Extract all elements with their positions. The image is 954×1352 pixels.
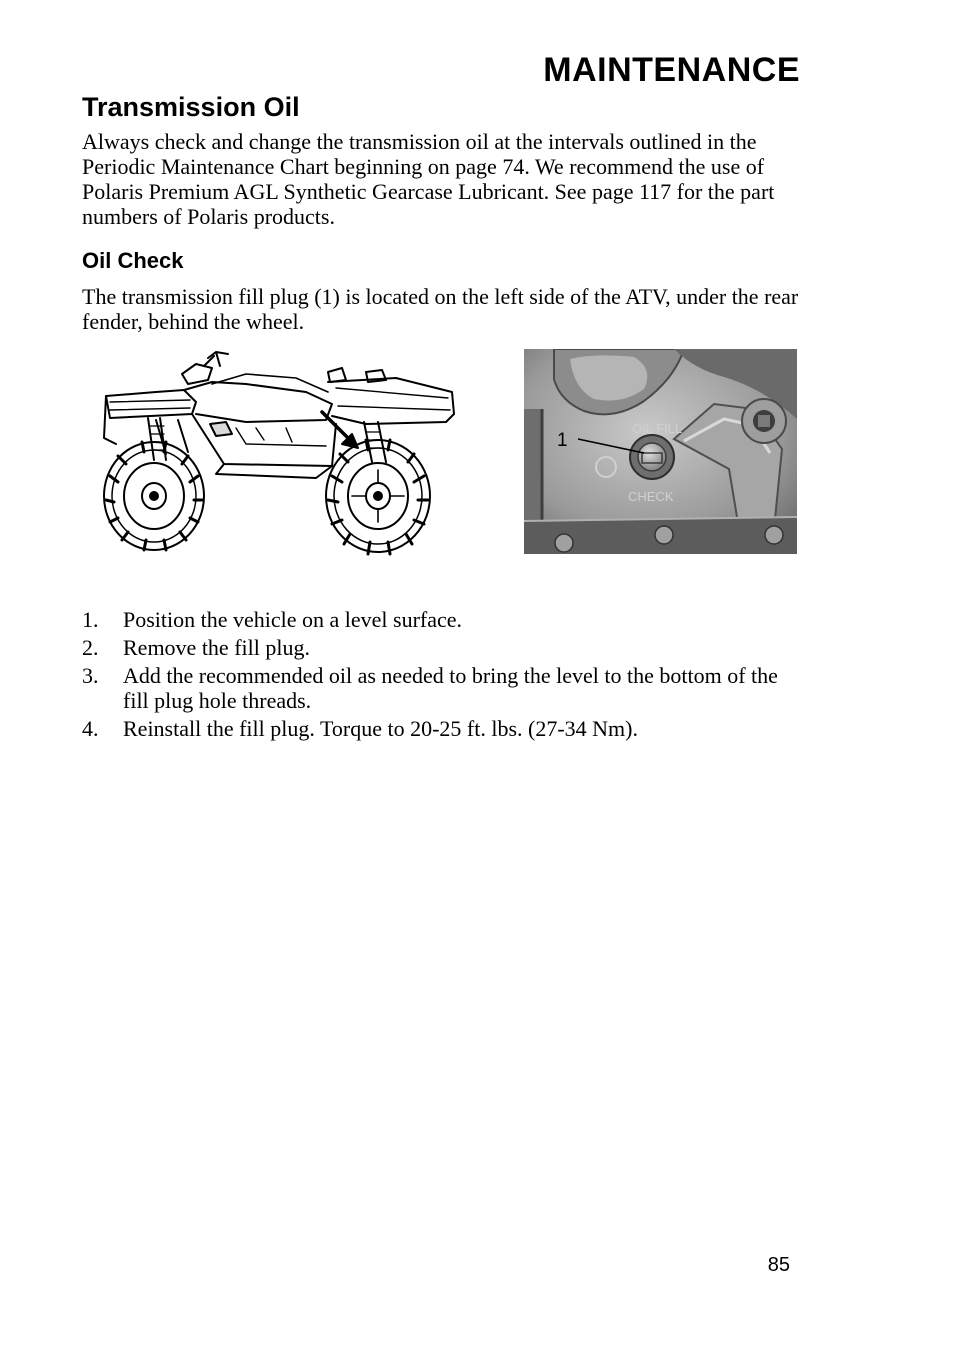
list-item bbox=[82, 607, 802, 632]
steps-list bbox=[82, 607, 802, 744]
list-item bbox=[82, 663, 802, 713]
step-text: Position the vehicle on a level surface. bbox=[123, 607, 463, 632]
step-number: 3. bbox=[82, 663, 99, 688]
step-text: Remove the fill plug. bbox=[123, 635, 310, 660]
step-text: Reinstall the fill plug. Torque to 20-25 ft. lbs. (27-34 Nm). bbox=[123, 716, 638, 741]
step-text: Add the recommended oil as needed to bring the level to the bottom of the fill plug hole threads. bbox=[123, 663, 778, 713]
section-header: MAINTENANCE bbox=[543, 51, 800, 89]
oil-check-heading: Oil Check bbox=[82, 248, 184, 273]
list-item bbox=[82, 716, 802, 741]
list-item bbox=[82, 635, 802, 660]
intro-paragraph: Always check and change the transmission oil at the intervals outlined in the Periodic Maintenance Chart beginning on page 74. We recommend the use of Polaris Premium AGL Synthetic Gearcase Lubricant. See page 117 for the part numbers of Polaris products. bbox=[82, 129, 775, 229]
page-title: Transmission Oil bbox=[82, 92, 300, 122]
step-number: 1. bbox=[82, 607, 99, 632]
atv-illustration bbox=[96, 344, 461, 556]
step-number: 2. bbox=[82, 635, 99, 660]
photo-stamp-check: CHECK bbox=[628, 489, 674, 504]
page-number: 85 bbox=[767, 1254, 790, 1276]
callout-1: 1 bbox=[557, 430, 568, 451]
step-number: 4. bbox=[82, 716, 99, 741]
oil-check-paragraph: The transmission fill plug (1) is located on the left side of the ATV, under the rear fender, behind the wheel. bbox=[82, 284, 799, 334]
photo-stamp-oil-fill: OIL FILL bbox=[632, 421, 683, 436]
